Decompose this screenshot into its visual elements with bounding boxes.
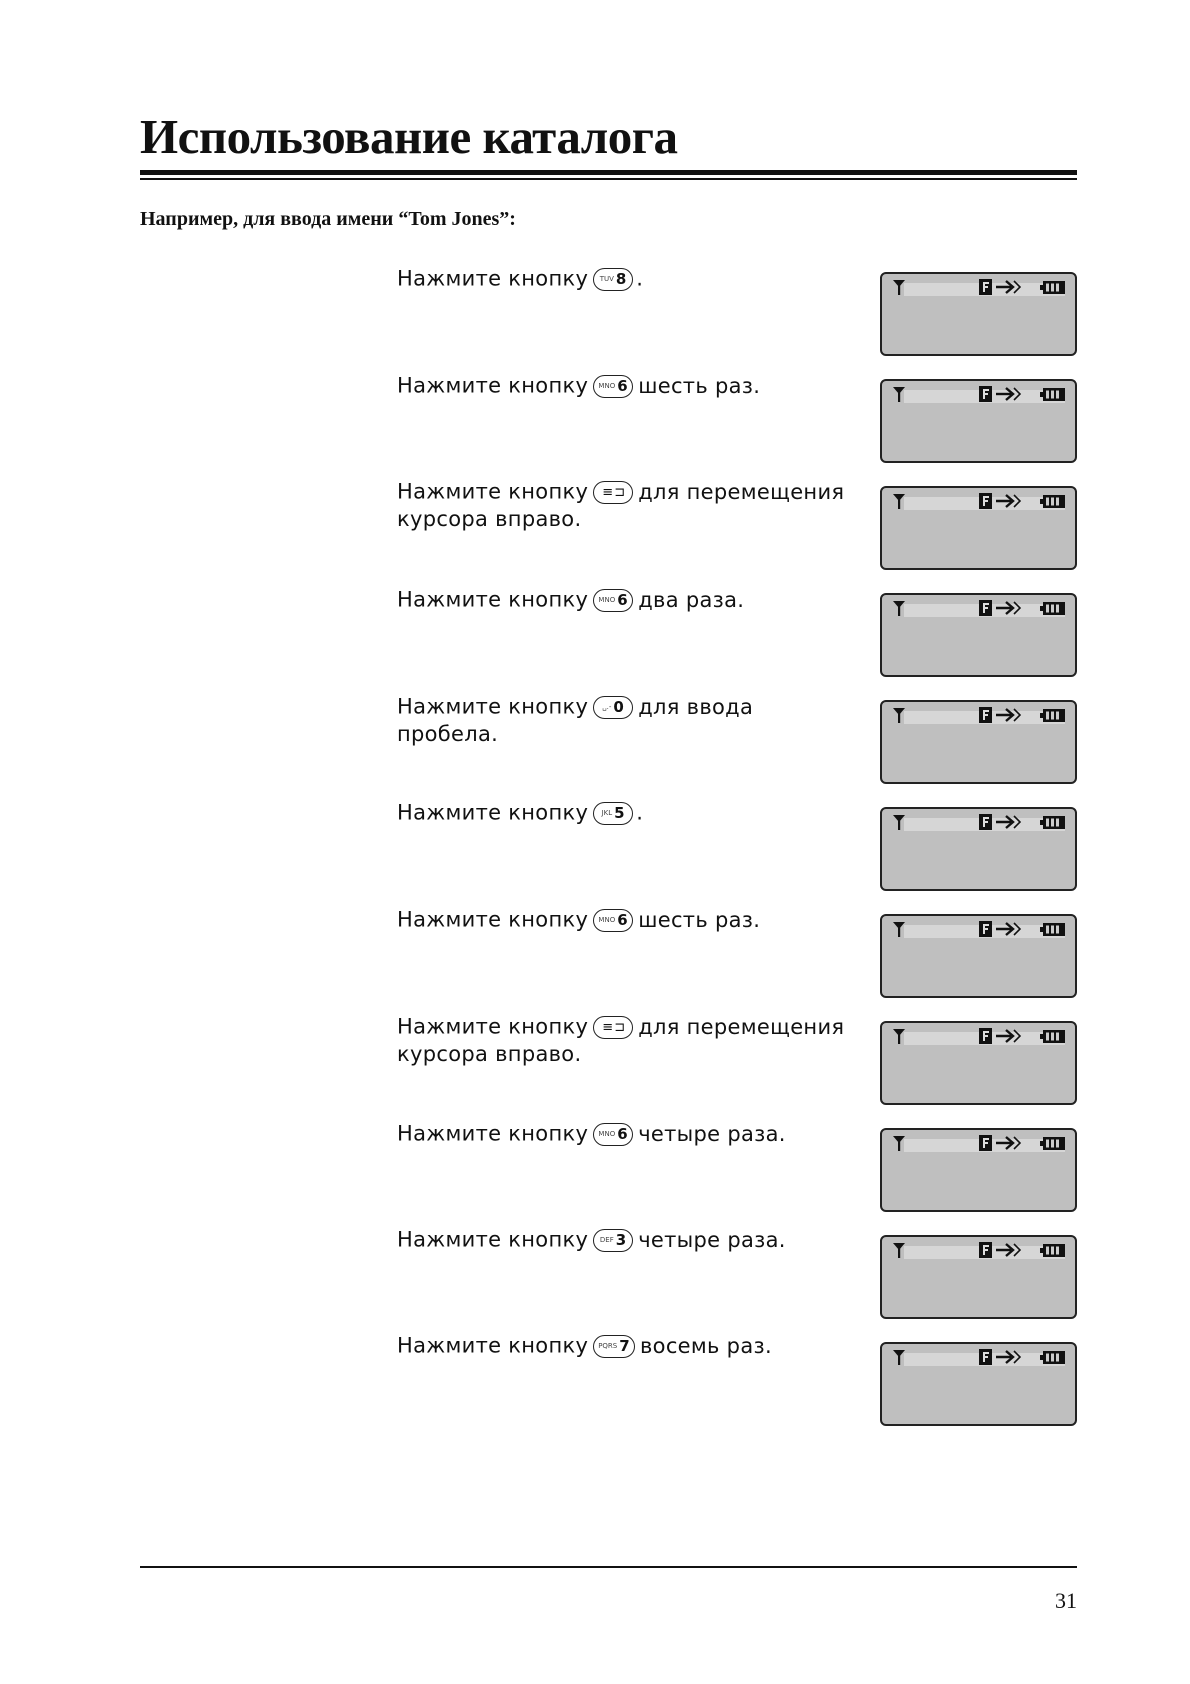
step-suffix-text: четыре раза. <box>638 1227 786 1252</box>
key-letters: DEF <box>599 1235 614 1244</box>
f-indicator-icon <box>979 1348 992 1366</box>
lcd-display <box>880 1342 1077 1426</box>
lcd-status-bar <box>882 385 1075 407</box>
lcd-display <box>880 379 1077 463</box>
key-digit: ≡⊐ <box>602 1019 627 1035</box>
instruction-step <box>397 1332 857 1360</box>
battery-icon <box>1040 278 1066 296</box>
step-prefix-text: Нажмите кнопку <box>397 907 589 932</box>
key-digit: 8 <box>615 269 627 288</box>
key-digit: 0 <box>613 697 625 716</box>
lcd-status-bar <box>882 1027 1075 1049</box>
keypad-key-icon <box>593 481 633 504</box>
f-indicator-icon <box>979 278 992 296</box>
instruction-step <box>397 1226 857 1254</box>
lcd-status-bar <box>882 920 1075 942</box>
lcd-display <box>880 486 1077 570</box>
arrow-right-icon <box>995 706 1021 724</box>
step-prefix-text: Нажмите кнопку <box>397 800 589 825</box>
antenna-icon <box>892 920 906 938</box>
arrow-right-icon <box>995 385 1021 403</box>
key-letters: MNO <box>598 381 616 390</box>
key-digit: 6 <box>617 376 628 395</box>
key-letters: MNO <box>598 915 616 924</box>
key-letters: MNO <box>598 595 616 604</box>
f-indicator-icon <box>979 1241 992 1259</box>
lcd-status-bar <box>882 813 1075 835</box>
f-indicator-icon <box>979 1134 992 1152</box>
lcd-display <box>880 914 1077 998</box>
lcd-display <box>880 272 1077 356</box>
step-prefix-text: Нажмите кнопку <box>397 587 589 612</box>
lcd-status-bar <box>882 1348 1075 1370</box>
antenna-icon <box>892 1348 906 1366</box>
step-suffix-text: восемь раз. <box>640 1333 772 1358</box>
keypad-key-icon <box>593 802 633 825</box>
arrow-right-icon <box>995 599 1021 617</box>
key-digit: 6 <box>617 1124 628 1143</box>
example-heading: Например, для ввода имени “Tom Jones”: <box>140 208 516 230</box>
lcd-display <box>880 807 1077 891</box>
battery-icon <box>1040 599 1066 617</box>
keypad-key-icon <box>593 375 633 398</box>
key-digit: 6 <box>617 910 628 929</box>
keypad-key-icon <box>593 696 633 719</box>
f-indicator-icon <box>979 492 992 510</box>
key-digit: 7 <box>619 1336 630 1355</box>
arrow-right-icon <box>995 492 1021 510</box>
step-prefix-text: Нажмите кнопку <box>397 479 589 504</box>
step-suffix-text: . <box>636 800 644 825</box>
antenna-icon <box>892 599 906 617</box>
lcd-display <box>880 593 1077 677</box>
lcd-display <box>880 1128 1077 1212</box>
instruction-step <box>397 586 857 614</box>
lcd-status-bar <box>882 1241 1075 1263</box>
lcd-display <box>880 1021 1077 1105</box>
lcd-display <box>880 1235 1077 1319</box>
instruction-step <box>397 1120 857 1148</box>
arrow-right-icon <box>995 920 1021 938</box>
antenna-icon <box>892 492 906 510</box>
step-suffix-text: . <box>636 266 644 291</box>
keypad-key-icon <box>593 1335 635 1358</box>
step-suffix-text: четыре раза. <box>638 1121 786 1146</box>
battery-icon <box>1040 706 1066 724</box>
lcd-status-bar <box>882 599 1075 621</box>
f-indicator-icon <box>979 706 992 724</box>
instruction-step <box>397 265 857 293</box>
battery-icon <box>1040 920 1066 938</box>
instruction-step <box>397 372 857 400</box>
f-indicator-icon <box>979 599 992 617</box>
lcd-display <box>880 700 1077 784</box>
step-prefix-text: Нажмите кнопку <box>397 266 589 291</box>
lcd-status-bar <box>882 492 1075 514</box>
instruction-step <box>397 693 857 748</box>
step-prefix-text: Нажмите кнопку <box>397 1333 589 1358</box>
page-title: Использование каталога <box>140 109 678 164</box>
key-digit: 5 <box>614 803 625 822</box>
f-indicator-icon <box>979 920 992 938</box>
battery-icon <box>1040 492 1066 510</box>
keypad-key-icon <box>593 1016 633 1039</box>
antenna-icon <box>892 278 906 296</box>
step-suffix-text: для перемещения курсора вправо. <box>397 1014 845 1066</box>
instruction-step <box>397 906 857 934</box>
instruction-step <box>397 799 857 827</box>
keypad-key-icon <box>593 268 633 291</box>
battery-icon <box>1040 1241 1066 1259</box>
battery-icon <box>1040 1348 1066 1366</box>
arrow-right-icon <box>995 813 1021 831</box>
lcd-status-bar <box>882 706 1075 728</box>
antenna-icon <box>892 385 906 403</box>
step-suffix-text: для перемещения курсора вправо. <box>397 479 845 531</box>
key-letters: JKL <box>601 808 613 817</box>
antenna-icon <box>892 813 906 831</box>
step-prefix-text: Нажмите кнопку <box>397 1121 589 1146</box>
key-digit: 3 <box>615 1230 627 1249</box>
f-indicator-icon <box>979 813 992 831</box>
antenna-icon <box>892 1134 906 1152</box>
key-letters: PQRS <box>598 1341 618 1350</box>
footer-rule <box>140 1566 1077 1568</box>
f-indicator-icon <box>979 385 992 403</box>
key-digit: ≡⊐ <box>602 484 627 500</box>
arrow-right-icon <box>995 1241 1021 1259</box>
title-rule-thin <box>140 178 1077 180</box>
arrow-right-icon <box>995 278 1021 296</box>
battery-icon <box>1040 385 1066 403</box>
keypad-key-icon <box>593 909 633 932</box>
battery-icon <box>1040 813 1066 831</box>
page-number: 31 <box>1055 1588 1077 1613</box>
instruction-step <box>397 478 857 533</box>
battery-icon <box>1040 1027 1066 1045</box>
step-prefix-text: Нажмите кнопку <box>397 373 589 398</box>
antenna-icon <box>892 706 906 724</box>
arrow-right-icon <box>995 1348 1021 1366</box>
antenna-icon <box>892 1241 906 1259</box>
antenna-icon <box>892 1027 906 1045</box>
step-suffix-text: шесть раз. <box>638 373 761 398</box>
key-letters: MNO <box>598 1129 616 1138</box>
battery-icon <box>1040 1134 1066 1152</box>
step-suffix-text: шесть раз. <box>638 907 761 932</box>
keypad-key-icon <box>593 1123 633 1146</box>
arrow-right-icon <box>995 1027 1021 1045</box>
key-digit: 6 <box>617 590 628 609</box>
keypad-key-icon <box>593 1229 633 1252</box>
title-rule-thick <box>140 170 1077 175</box>
instruction-step <box>397 1013 857 1068</box>
lcd-status-bar <box>882 278 1075 300</box>
f-indicator-icon <box>979 1027 992 1045</box>
step-prefix-text: Нажмите кнопку <box>397 694 589 719</box>
step-prefix-text: Нажмите кнопку <box>397 1014 589 1039</box>
key-letters: TUV <box>599 274 614 283</box>
step-prefix-text: Нажмите кнопку <box>397 1227 589 1252</box>
step-suffix-text: для ввода пробела. <box>397 694 754 746</box>
lcd-status-bar <box>882 1134 1075 1156</box>
keypad-key-icon <box>593 589 633 612</box>
key-letters: ␣.- <box>602 702 612 711</box>
arrow-right-icon <box>995 1134 1021 1152</box>
step-suffix-text: два раза. <box>638 587 745 612</box>
